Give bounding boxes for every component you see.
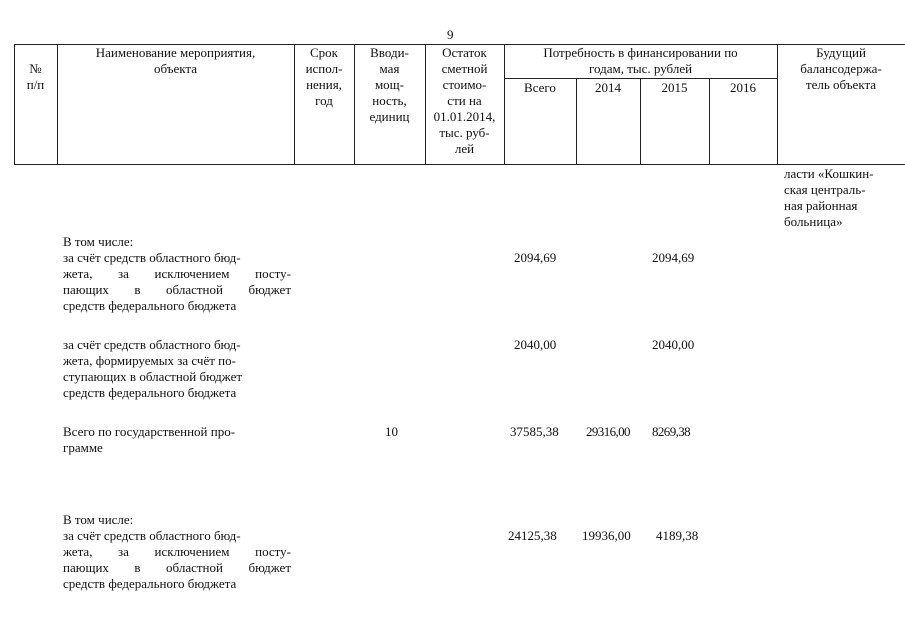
- header-col-2014: 2014: [595, 80, 621, 95]
- header-col-2015: 2015: [661, 80, 688, 95]
- table-row: В том числе: за счёт средств областного бюд- жета, за исключением посту- пающих в областной бюджет средств федерального бюджета: [63, 512, 291, 591]
- header-col-2016: 2016: [730, 80, 756, 95]
- row-2015: 2094,69: [652, 250, 695, 265]
- header-col-remainder: Остаток сметной стоимо- сти на 01.01.2014, тыс. руб- лей: [433, 45, 496, 156]
- holder-continuation: ласти «Кошкин- ская централь- ная районная больница»: [784, 166, 874, 229]
- header-col-number: № п/п: [26, 61, 45, 92]
- row-2014: 19936,00: [582, 528, 631, 543]
- table-row: за счёт средств областного бюд- жета, формируемых за счёт по- ступающих в областной бюджет средств федерального бюджета: [63, 337, 243, 400]
- row-total: 37585,38: [510, 424, 559, 439]
- header-col-capacity: Вводи- мая мощ- ность, единиц: [369, 45, 410, 124]
- row-2015: 2040,00: [652, 337, 695, 352]
- header-col-holder: Будущий балансодержа- тель объекта: [800, 45, 882, 92]
- page-number: 9: [447, 27, 454, 42]
- header-col-total: Всего: [524, 80, 556, 95]
- row-total: 24125,38: [508, 528, 557, 543]
- row-2015: 8269,38: [652, 424, 691, 439]
- table-row: Всего по государственной про- грамме: [63, 424, 236, 455]
- row-2014: 29316,00: [586, 424, 630, 439]
- row-total: 2094,69: [514, 250, 557, 265]
- row-capacity: 10: [385, 424, 398, 439]
- header-col-name: Наименование мероприятия, объекта: [95, 45, 256, 76]
- header-col-funding: Потребность в финансировании по годам, тыс. рублей: [543, 45, 738, 76]
- row-2015: 4189,38: [656, 528, 699, 543]
- table-row: В том числе: за счёт средств областного бюд- жета, за исключением посту- пающих в областной бюджет средств федерального бюджета: [63, 234, 291, 313]
- header-col-term: Срок испол- нения, год: [305, 45, 343, 108]
- row-total: 2040,00: [514, 337, 557, 352]
